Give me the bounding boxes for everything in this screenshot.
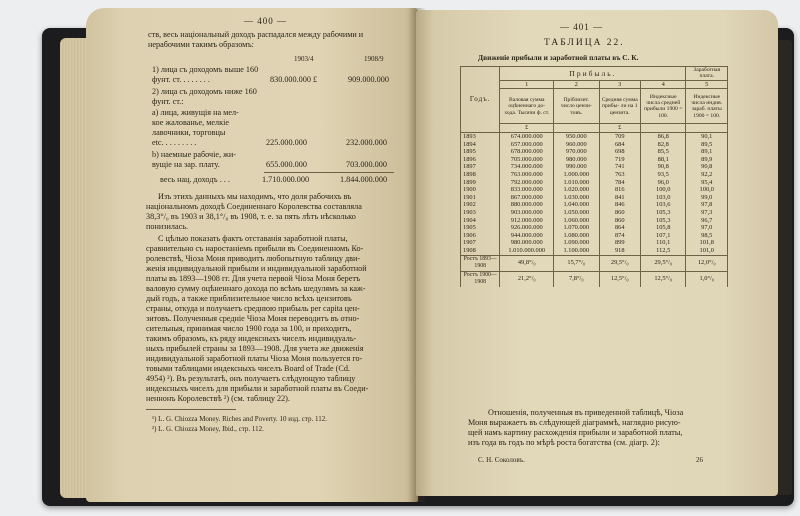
value-cell: 841 (599, 194, 640, 202)
col-number: 3 (599, 80, 640, 89)
value-cell: 101,8 (686, 239, 728, 247)
income-value-1903: 655.000.000 (266, 160, 307, 169)
value-cell: 107,1 (640, 232, 686, 240)
col-description: Средняя сумма прибы- ли на 1 цензита. (599, 89, 640, 124)
value-cell: 950.000 (554, 133, 600, 141)
table-header-row (461, 67, 728, 81)
value-cell: 684 (599, 141, 640, 149)
col-description: Индексные числа средней прибыли 1900 = 100. (640, 89, 686, 124)
value-cell: 100,0 (686, 186, 728, 194)
body-line: платы въ 1893—1908 гг. Для учета первой Чіоза Моня беретъ (146, 274, 361, 283)
table-row (461, 163, 728, 171)
income-label: 1) лица съ доходомъ выше 160 (152, 65, 259, 74)
value-cell: 103,0 (640, 194, 686, 202)
table-row (461, 201, 728, 209)
value-cell: 90,8 (686, 163, 728, 171)
value-cell: 89,9 (686, 156, 728, 164)
body-line: 4954) ²). Въ результатѣ, онъ получаетъ слѣдующую таблицу (146, 374, 356, 383)
value-cell: 874 (599, 232, 640, 240)
year-cell: 1900 (461, 186, 500, 194)
income-label: а) лица, живущія на мел- (152, 108, 239, 117)
growth-cell: 12,0°/₀ (686, 255, 728, 271)
income-value-1908: 232.000.000 (346, 138, 387, 147)
year-cell: 1898 (461, 171, 500, 179)
col-number: 4 (640, 80, 686, 89)
value-cell: 864 (599, 224, 640, 232)
right-page (416, 10, 778, 496)
value-cell: 903.000.000 (500, 209, 554, 217)
col-header-1908: 1908/9 (364, 55, 384, 63)
value-cell: 1.080.000 (554, 232, 600, 240)
unit-label: £ (599, 124, 640, 133)
value-cell: 719 (599, 156, 640, 164)
table-row (461, 179, 728, 187)
value-cell: 1.000.000 (554, 171, 600, 179)
year-cell: 1895 (461, 148, 500, 156)
growth-cell: 29,5°/₀ (640, 255, 686, 271)
intro-line: ств, весь національный доходъ распадался между рабочими и (148, 30, 364, 39)
page-number-right: — 401 — (560, 22, 603, 32)
body-line: женія индивидуальной прибыли и индивидуальной заработной (146, 264, 367, 273)
value-cell: 1.060.000 (554, 217, 600, 225)
value-cell: 88,1 (640, 156, 686, 164)
growth-cell: 15,7°/₀ (554, 255, 600, 271)
value-cell: 90,8 (640, 163, 686, 171)
body-line: индивидуальной заработной платы Чіоза Моня пользуется го- (146, 354, 363, 363)
value-cell: 93,5 (640, 171, 686, 179)
year-cell: 1904 (461, 217, 500, 225)
growth-cell: 49,8°/₀ (500, 255, 554, 271)
value-cell: 734.000.000 (500, 163, 554, 171)
value-cell: 1.070.000 (554, 224, 600, 232)
value-cell: 98,5 (686, 232, 728, 240)
value-cell: 1.100.000 (554, 247, 600, 255)
unit-label (686, 124, 728, 133)
header-wage: Заработная плата. (686, 67, 728, 81)
value-cell: 970.000 (554, 148, 600, 156)
income-total-label: весь нац. доходъ . . . (160, 175, 230, 184)
value-cell: 674.000.000 (500, 133, 554, 141)
value-cell: 86,8 (640, 133, 686, 141)
unit-label: £ (500, 124, 554, 133)
body-line: Изъ этихъ данныхъ мы находимъ, что доля рабочихъ въ (158, 192, 352, 201)
value-cell: 792.000.000 (500, 179, 554, 187)
value-cell: 97,8 (686, 201, 728, 209)
footnote: ¹) L. G. Chiozza Money. Riches and Poverty. 10 изд. стр. 112. (152, 415, 327, 423)
value-cell: 96,0 (640, 179, 686, 187)
value-cell: 105,8 (640, 224, 686, 232)
income-total-1903: 1.710.000.000 (262, 175, 310, 184)
table-row (461, 224, 728, 232)
body-line: Моня выражаетъ въ слѣдующей діаграммѣ, наглядно рисую- (468, 418, 681, 427)
growth-row (461, 271, 728, 287)
income-label: b) наемные рабочіе, жи- (152, 150, 236, 159)
col-number: 2 (554, 80, 600, 89)
table-subcaption: Движеніе прибыли и заработной платы въ С. К. (478, 53, 639, 62)
table-row (461, 141, 728, 149)
value-cell: 100,0 (640, 186, 686, 194)
year-cell: 1893 (461, 133, 500, 141)
value-cell: 90,1 (686, 133, 728, 141)
header-profit: Прибыль. (500, 67, 686, 81)
income-value-1908: 909.000.000 (348, 75, 389, 84)
year-cell: 1902 (461, 201, 500, 209)
table-row (461, 133, 728, 141)
body-line: ролевствѣ, Чіоза Моня приводитъ любопытную таблицу дви- (146, 254, 361, 263)
year-cell: 1897 (461, 163, 500, 171)
value-cell: 899 (599, 239, 640, 247)
page-number-left: — 400 — (244, 16, 287, 26)
body-line: зитовъ. Полученныя средніе Чіоза Моня переводитъ въ отно- (146, 314, 360, 323)
value-cell: 89,1 (686, 148, 728, 156)
col-number: 1 (500, 80, 554, 89)
sum-rule (264, 172, 394, 173)
growth-cell: 1,0°/₀ (686, 271, 728, 287)
growth-cell: 12,5°/₀ (640, 271, 686, 287)
value-cell: 1.010.000 (554, 179, 600, 187)
table-row (461, 171, 728, 179)
body-line: такимъ образомъ, къ ряду индексныхъ чиселъ индивидуаль- (146, 334, 357, 343)
value-cell: 944.000.000 (500, 232, 554, 240)
value-cell: 816 (599, 186, 640, 194)
value-cell: 860 (599, 217, 640, 225)
value-cell: 657.000.000 (500, 141, 554, 149)
unit-label (640, 124, 686, 133)
year-cell: 1901 (461, 194, 500, 202)
growth-label: Ростъ 1900—1908 (461, 271, 500, 287)
value-cell: 705.000.000 (500, 156, 554, 164)
body-line: ныхъ прибылей страны за 1893—1908. Для учета же движенія (146, 344, 364, 353)
col-description: Индексные числа индив. зараб. платы 1900 = 100. (686, 89, 728, 124)
value-cell: 97,3 (686, 209, 728, 217)
table-caption: ТАБЛИЦА 22. (544, 38, 625, 48)
growth-cell: 21,2°/₀ (500, 271, 554, 287)
value-cell: 103,6 (640, 201, 686, 209)
value-cell: 678.000.000 (500, 148, 554, 156)
income-label: etc. . . . . . . . . (152, 138, 197, 147)
growth-cell: 7,8°/₀ (554, 271, 600, 287)
income-value-1908: 703.000.000 (346, 160, 387, 169)
body-line: валовую сумму оцѣненнаго дохода по всѣмъ шедулямъ за каж- (146, 284, 366, 293)
body-line: 38,3°/₀ въ 1903 и 38,1°/₀ въ 1908, т. е. за пять лѣтъ нѣсколько (146, 212, 356, 221)
value-cell: 980.000 (554, 156, 600, 164)
value-cell: 763 (599, 171, 640, 179)
profit-wage-table (460, 66, 728, 287)
footnote: ²) L. G. Chiozza Money, Ibid., стр. 112. (152, 425, 264, 433)
growth-cell: 12,5°/₀ (599, 271, 640, 287)
value-cell: 990.000 (554, 163, 600, 171)
income-label: вущіе на зар. плату. (152, 160, 220, 169)
value-cell: 846 (599, 201, 640, 209)
income-value-1903: 830.000.000 £ (270, 75, 318, 84)
value-cell: 1.040.000 (554, 201, 600, 209)
body-line: изъ года въ годъ по мѣрѣ роста богатства (см. діагр. 2): (468, 438, 660, 447)
value-cell: 860 (599, 209, 640, 217)
body-line: дый годъ, а также приблизительное число всѣхъ цензитовъ (146, 294, 352, 303)
growth-cell: 29,5°/₀ (599, 255, 640, 271)
growth-label: Ростъ 1893—1908 (461, 255, 500, 271)
table-units-row (461, 124, 728, 133)
intro-line: нерабочими такимъ образомъ: (148, 40, 254, 49)
value-cell: 1.050.000 (554, 209, 600, 217)
sheet-number: 26 (696, 456, 703, 464)
year-cell: 1903 (461, 209, 500, 217)
income-label: фунт. ст. . . . . . . . (152, 75, 210, 84)
footnote-rule (146, 409, 236, 410)
year-cell: 1894 (461, 141, 500, 149)
value-cell: 741 (599, 163, 640, 171)
col-description: Пріблизит. число цензи- товъ. (554, 89, 600, 124)
value-cell: 784 (599, 179, 640, 187)
income-label: лавочники, торговцы (152, 128, 226, 137)
col-number: 5 (686, 80, 728, 89)
income-label: фунт. ст.: (152, 97, 184, 106)
value-cell: 85,5 (640, 148, 686, 156)
unit-label (554, 124, 600, 133)
value-cell: 105,3 (640, 217, 686, 225)
body-line: неннонъ Королевствѣ ²) (см. таблицу 22). (146, 394, 290, 403)
value-cell: 112,5 (640, 247, 686, 255)
header-year: Годъ. (461, 67, 500, 133)
table-row (461, 209, 728, 217)
income-total-1908: 1.844.000.000 (340, 175, 388, 184)
value-cell: 101,0 (686, 247, 728, 255)
year-cell: 1906 (461, 232, 500, 240)
growth-row (461, 255, 728, 271)
signature: С. Н. Соколовъ. (478, 456, 525, 464)
value-cell: 1.030.000 (554, 194, 600, 202)
income-label: кое жалованье, мелкіе (152, 118, 230, 127)
body-line: сительныя, принимая число 1900 года за 100, и приходитъ, (146, 324, 352, 333)
body-line: Отношенія, полученныя въ приведенной таблицѣ, Чіоза (488, 408, 684, 417)
value-cell: 960.000 (554, 141, 600, 149)
value-cell: 92,2 (686, 171, 728, 179)
year-cell: 1896 (461, 156, 500, 164)
table-colnum-row (461, 80, 728, 89)
body-line: щей намъ картину расхожденія прибыли и заработной платы, (468, 428, 683, 437)
year-cell: 1905 (461, 224, 500, 232)
value-cell: 110,1 (640, 239, 686, 247)
value-cell: 89,5 (686, 141, 728, 149)
value-cell: 833.000.000 (500, 186, 554, 194)
value-cell: 95,4 (686, 179, 728, 187)
body-line: товыми таблицами индексныхъ чиселъ Board of Trade (Cd. (146, 364, 351, 373)
value-cell: 926.000.000 (500, 224, 554, 232)
table-row (461, 217, 728, 225)
year-cell: 1907 (461, 239, 500, 247)
table-row (461, 156, 728, 164)
table-row (461, 194, 728, 202)
year-cell: 1908 (461, 247, 500, 255)
value-cell: 99,0 (686, 194, 728, 202)
value-cell: 912.000.000 (500, 217, 554, 225)
body-line: національномъ доходѣ Соединеннаго Королевства составляла (146, 202, 362, 211)
value-cell: 880.000.000 (500, 201, 554, 209)
table-coldesc-row (461, 89, 728, 124)
value-cell: 980.000.000 (500, 239, 554, 247)
income-label: 2) лица съ доходомъ ниже 160 (152, 87, 257, 96)
table-row (461, 247, 728, 255)
body-line: страны, откуда и получаетъ среднюю прибыль per capita цен- (146, 304, 360, 313)
value-cell: 105,3 (640, 209, 686, 217)
value-cell: 698 (599, 148, 640, 156)
value-cell: 1.020.000 (554, 186, 600, 194)
body-line: С цѣлью показать фактъ отставанія заработной платы, (158, 234, 348, 243)
value-cell: 1.010.000.000 (500, 247, 554, 255)
value-cell: 867.000.000 (500, 194, 554, 202)
left-page (86, 8, 418, 502)
col-description: Валовая сумма оцѣненнаго до- хода. Тысячи ф. ст. (500, 89, 554, 124)
body-line: индексныхъ чиселъ для прибыли и заработной платы въ Соеди- (146, 384, 369, 393)
body-line: понизилась. (146, 222, 188, 231)
table-row (461, 148, 728, 156)
table-row (461, 239, 728, 247)
value-cell: 1.090.000 (554, 239, 600, 247)
value-cell: 96,7 (686, 217, 728, 225)
value-cell: 763.000.000 (500, 171, 554, 179)
income-value-1903: 225.000.000 (266, 138, 307, 147)
col-header-1903: 1903/4 (294, 55, 314, 63)
value-cell: 709 (599, 133, 640, 141)
table-row (461, 232, 728, 240)
year-cell: 1899 (461, 179, 500, 187)
body-line: сравнительно съ наростаніемъ прибыли въ Соединенномъ Ко- (146, 244, 364, 253)
value-cell: 97,0 (686, 224, 728, 232)
value-cell: 82,8 (640, 141, 686, 149)
table-row (461, 186, 728, 194)
value-cell: 918 (599, 247, 640, 255)
